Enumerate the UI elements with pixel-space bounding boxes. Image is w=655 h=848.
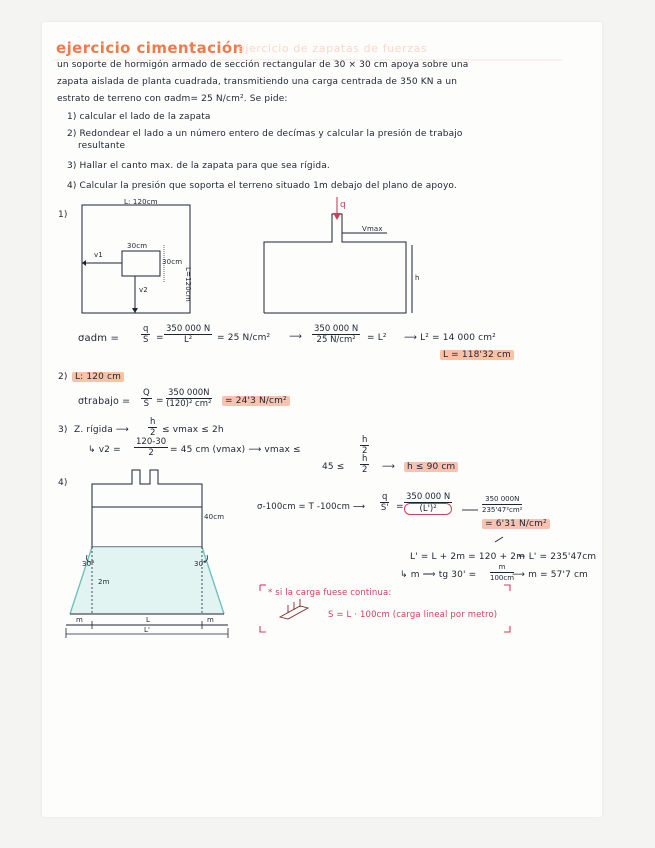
arrow-3: ⟶ — [382, 462, 396, 472]
v1-label: v1 — [94, 251, 103, 259]
statement-line-3: estrato de terreno con σadm= 25 N/cm². Se pide: — [57, 94, 288, 104]
notebook-page — [42, 22, 602, 817]
inequality-lead: 45 ≤ — [322, 462, 345, 472]
fraction-load-over-lprime: $\frac{350 000 N}{\text{(L')²}}$ — [406, 492, 451, 514]
plan-side-label: L=120cm — [184, 267, 192, 302]
diagrams — [42, 22, 602, 817]
fraction-v2: $\frac{120-30}{2}$ — [136, 437, 167, 458]
fraction-Q-over-S: $\frac{Q}{S}$ — [143, 388, 150, 409]
fraction-q-over-s: $\frac{q}{S}$ — [143, 324, 149, 345]
question-2: 2) Redondear el lado a un número entero de decímas y calcular la presión de trabajo — [67, 129, 463, 139]
question-2-continued: resultante — [78, 141, 126, 151]
angle-left-label: 30° — [82, 560, 95, 568]
l-prime-result: ↼ L' = 235'47cm — [518, 552, 597, 562]
fraction-h-over-2-c: $\frac{h}{2}$ — [361, 454, 368, 475]
page-title-ghost: ejercicio de zapatas de fuerzas — [238, 42, 428, 55]
depth-2m-label: 2m — [98, 578, 110, 586]
footing-height-label: 40cm — [204, 513, 225, 521]
working-pressure-result: = 24'3 N/cm² — [222, 396, 290, 406]
l-squared-result: ⟶ L² = 14 000 cm² — [404, 333, 496, 343]
column-depth-label: 30cm — [162, 258, 183, 266]
fraction-load-over-l2: $\frac{350 000 N}{\text{L²}}$ — [166, 324, 211, 345]
sigma-100-label: σ-100cm = T -100cm ⟶ — [257, 502, 366, 512]
fraction-h-over-2-b: $\frac{h}{2}$ — [361, 435, 368, 456]
fraction-load-over-sigma: $\frac{350 000 N}{\text{25 N/cm²}}$ — [314, 324, 359, 345]
part4-label: 4) — [58, 478, 68, 488]
m-calc-lead: ↳ m ⟹ tg 30' = — [400, 570, 477, 580]
sigma-trabajo-label: σtrabajo = — [78, 396, 131, 407]
v2-calc-result: = 45 cm (vmax) ⟶ vmax ≤ — [170, 445, 301, 455]
m-left-label: m — [76, 616, 83, 624]
l-squared: = L² — [367, 333, 387, 343]
part2-label: 2) — [58, 372, 68, 382]
fraction-load-over-area: $\frac{350 000N}{\text{(120)² cm²}}$ — [166, 388, 212, 409]
statement-line-2: zapata aislada de planta cuadrada, transmitiendo una carga centrada de 350 KN a un — [57, 77, 458, 87]
sigma-adm-value: = 25 N/cm² — [217, 333, 271, 343]
question-3: 3) Hallar el canto max. de la zapata para que sea rígida. — [67, 161, 330, 171]
part3-label: 3) — [58, 425, 68, 435]
load-q-label: q — [340, 200, 346, 210]
m-right-label: m — [207, 616, 214, 624]
implies-arrow: ⟶ — [289, 332, 303, 342]
rigid-condition-bound: ≤ vmax ≤ 2h — [162, 425, 224, 435]
max-depth-result: h ≤ 90 cm — [404, 462, 458, 472]
equals-sign: = — [156, 333, 164, 343]
v2-label: v2 — [139, 286, 148, 294]
sigma-adm-label: σadm = — [78, 333, 120, 344]
equals-sign-4: = — [396, 502, 404, 512]
pressure-1m-result: = 6'31 N/cm² — [482, 519, 550, 529]
fraction-h-over-2: $\frac{h}{2}$ — [149, 417, 156, 438]
question-4: 4) Calcular la presión que soporta el terreno situado 1m debajo del plano de apoyo. — [67, 181, 457, 191]
vmax-label: Vmax — [362, 225, 383, 233]
fraction-numeric: $\frac{350 000N}{\text{235'47²cm²}}$ — [482, 495, 523, 514]
note-title: * si la carga fuese continua: — [268, 588, 392, 598]
v2-arrow-head — [132, 308, 138, 313]
v1-arrow-head — [82, 260, 86, 266]
rounded-side: L: 120 cm — [72, 372, 124, 382]
section-height-label: h — [415, 274, 420, 282]
m-result: ⟶ m = 57'7 cm — [512, 570, 588, 580]
note-body: S = L · 100cm (carga lineal por metro) — [328, 610, 498, 620]
plan-width-label: L: 120cm — [124, 198, 158, 206]
L-prime-label: L' — [144, 626, 151, 634]
v2-calc-lead: ↳ v2 = — [88, 445, 121, 455]
distributed-load-sketch — [280, 599, 308, 619]
rigid-condition: Z. rígida ⟶ — [74, 425, 129, 435]
part1-label: 1) — [58, 210, 68, 220]
fraction-q-over-sprime: $\frac{q}{S'}$ — [380, 492, 389, 513]
section-view — [264, 214, 412, 313]
L-label: L — [146, 616, 151, 624]
equals-sign-2: = — [156, 396, 164, 406]
stress-spread-fill — [70, 547, 224, 614]
statement-line-1: un soporte de hormigón armado de sección rectangular de 30 × 30 cm apoya sobre una — [57, 60, 469, 70]
l-prime-equation: L' = L + 2m = 120 + 2m — [410, 552, 526, 562]
angle-right-label: 30° — [194, 560, 207, 568]
question-1: 1) calcular el lado de la zapata — [67, 112, 211, 122]
page-title: ejercicio cimentación — [56, 39, 244, 57]
fraction-m-over-100: $\frac{m}{100cm}$ — [490, 563, 515, 582]
column-width-label: 30cm — [127, 242, 148, 250]
side-length-result: L = 118'32 cm — [440, 350, 514, 360]
